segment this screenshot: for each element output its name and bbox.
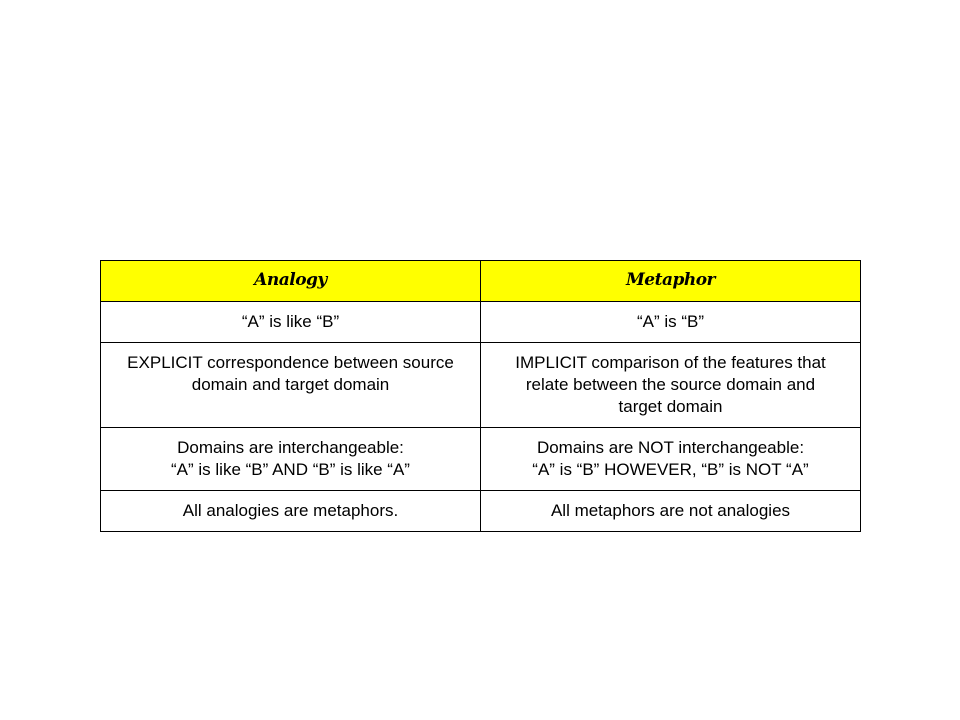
table-row xyxy=(101,343,861,428)
comparison-table xyxy=(100,260,861,532)
cell-text: All analogies are metaphors. xyxy=(182,501,399,520)
metaphor-cell xyxy=(481,302,861,343)
cell-text: relate between the source domain and xyxy=(525,375,816,394)
table-row xyxy=(101,491,861,532)
header-analogy: Analogy xyxy=(101,261,481,302)
cell-text: target domain xyxy=(618,397,723,416)
cell-text: Domains are interchangeable: xyxy=(177,438,404,457)
cell-text: IMPLICIT comparison of the features that xyxy=(515,353,826,372)
analogy-cell xyxy=(101,428,481,491)
cell-text: domain and target domain xyxy=(191,375,390,394)
cell-text: “A” is like “B” AND “B” is like “A” xyxy=(171,460,410,479)
analogy-cell xyxy=(101,302,481,343)
metaphor-cell xyxy=(481,428,861,491)
table-row xyxy=(101,302,861,343)
cell-text: Domains are NOT interchangeable: xyxy=(536,438,805,457)
cell-text: EXPLICIT correspondence between source xyxy=(127,353,454,372)
header-metaphor: Metaphor xyxy=(481,261,861,302)
metaphor-cell xyxy=(481,343,861,428)
cell-text: “A” is “B” xyxy=(636,312,705,331)
header-row xyxy=(101,261,861,302)
table-row xyxy=(101,428,861,491)
cell-text: “A” is like “B” xyxy=(241,312,340,331)
cell-text: “A” is “B” HOWEVER, “B” is NOT “A” xyxy=(532,460,809,479)
analogy-cell xyxy=(101,491,481,532)
analogy-cell xyxy=(101,343,481,428)
cell-text: All metaphors are not analogies xyxy=(550,501,791,520)
metaphor-cell xyxy=(481,491,861,532)
